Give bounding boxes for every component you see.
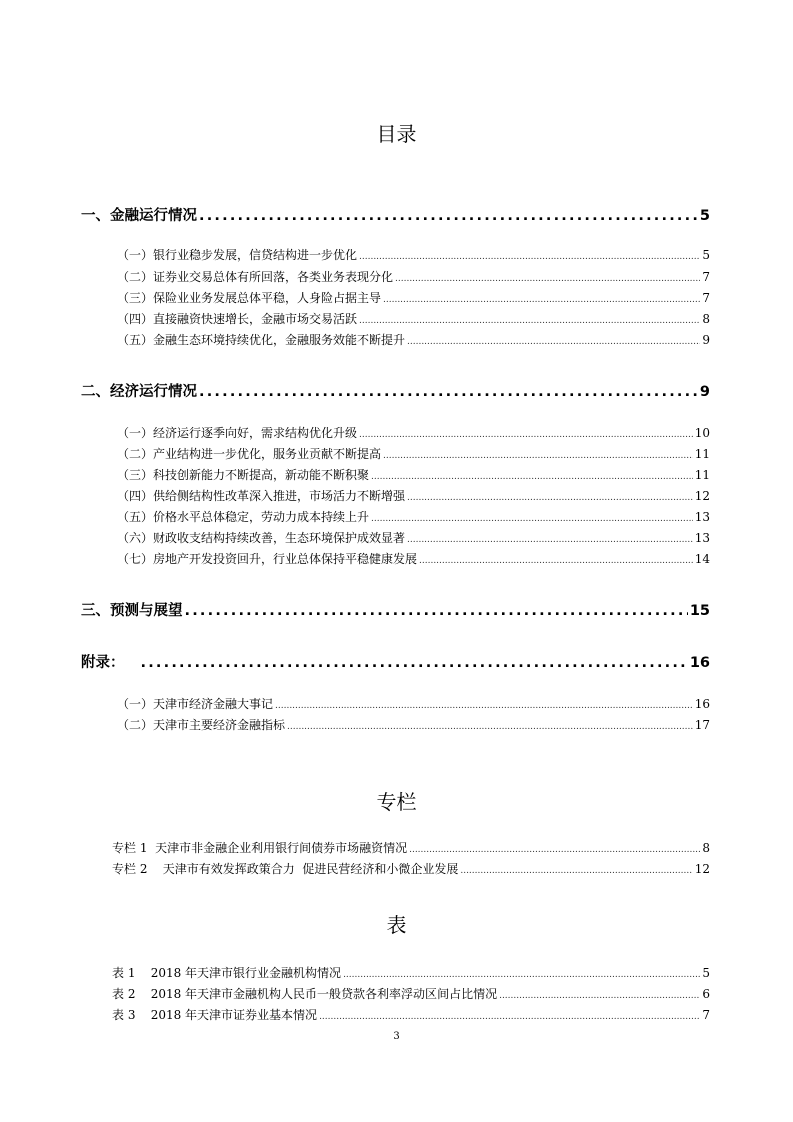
toc-item[interactable]: [117, 445, 710, 462]
column-entry[interactable]: [112, 839, 710, 856]
toc-item-page: 10: [694, 426, 710, 440]
dot-leader: [407, 337, 700, 347]
dot-leader: [359, 252, 700, 262]
toc-item[interactable]: [117, 246, 710, 263]
toc-item[interactable]: [117, 529, 710, 546]
page-number: 3: [393, 1031, 400, 1042]
toc-item-page: 7: [702, 291, 710, 305]
toc-item-page: 17: [694, 718, 710, 732]
toc-item-label: （一）银行业稳步发展，信贷结构进一步优化: [117, 248, 358, 262]
toc-item[interactable]: [117, 508, 710, 525]
toc-item-page: 13: [694, 531, 710, 545]
toc-section-label: 附录：: [81, 655, 125, 671]
toc-item-page: 14: [694, 552, 710, 566]
dot-leader: [460, 866, 692, 876]
toc-item[interactable]: [117, 716, 710, 733]
toc-section-label: 二、经济运行情况: [81, 384, 197, 400]
table-entry-page: 6: [702, 987, 710, 1001]
table-entry[interactable]: [112, 985, 710, 1002]
toc-item[interactable]: [117, 310, 710, 327]
table-entry-page: 5: [702, 966, 710, 980]
dot-leader: [409, 845, 700, 855]
toc-item-label: （五）价格水平总体稳定，劳动力成本持续上升: [117, 510, 370, 524]
tables-title: 表: [386, 913, 407, 937]
toc-item[interactable]: [117, 424, 710, 441]
dot-leader: [199, 208, 698, 224]
toc-item[interactable]: [117, 695, 710, 712]
toc-item-label: （二）产业结构进一步优化，服务业贡献不断提高: [117, 447, 382, 461]
dot-leader: [407, 493, 693, 503]
toc-item-label: （三）科技创新能力不断提高，新动能不断积聚: [117, 468, 370, 482]
columns-title: 专栏: [376, 790, 417, 814]
dot-leader: [359, 316, 700, 326]
toc-item-label: （七）房地产开发投资回升，行业总体保持平稳健康发展: [117, 552, 418, 566]
toc-section-label: 一、金融运行情况: [81, 208, 197, 224]
toc-item[interactable]: [117, 550, 710, 567]
toc-item-page: 7: [702, 270, 710, 284]
toc-item-label: （三）保险业业务发展总体平稳，人身险占据主导: [117, 291, 382, 305]
toc-section-label: 三、预测与展望: [81, 603, 183, 619]
toc-section[interactable]: [81, 651, 710, 671]
toc-item-page: 9: [702, 333, 710, 347]
toc-section-page: 9: [699, 384, 710, 400]
toc-section-page: 15: [689, 603, 710, 619]
table-entry-label: 表 2 2018 年天津市金融机构人民币一般贷款各利率浮动区间占比情况: [112, 987, 498, 1001]
dot-leader: [371, 514, 693, 524]
toc-item[interactable]: [117, 487, 710, 504]
dot-leader: [199, 384, 698, 400]
toc-item-label: （四）直接融资快速增长，金融市场交易活跃: [117, 312, 358, 326]
table-entry-label: 表 1 2018 年天津市银行业金融机构情况: [112, 966, 342, 980]
toc-item-page: 12: [694, 489, 710, 503]
toc-item-page: 8: [702, 312, 710, 326]
toc-item-page: 11: [694, 447, 710, 461]
column-entry[interactable]: [112, 860, 710, 877]
column-entry-page: 8: [702, 841, 710, 855]
toc-item-page: 11: [694, 468, 710, 482]
column-entry-label: 专栏 1 天津市非金融企业利用银行间债券市场融资情况: [112, 841, 408, 855]
table-entry-label: 表 3 2018 年天津市证券业基本情况: [112, 1008, 318, 1022]
column-entry-page: 12: [694, 862, 710, 876]
dot-leader: [499, 991, 700, 1001]
dot-leader: [395, 274, 700, 284]
column-entry-label: 专栏 2 天津市有效发挥政策合力 促进民营经济和小微企业发展: [112, 862, 459, 876]
toc-item-label: （二）天津市主要经济金融指标: [117, 718, 286, 732]
toc-item[interactable]: [117, 466, 710, 483]
toc-item[interactable]: [117, 289, 710, 306]
dot-leader: [287, 722, 693, 732]
dot-leader: [419, 556, 693, 566]
toc-section-page: 16: [689, 655, 710, 671]
dot-leader: [383, 295, 700, 305]
dot-leader: [359, 430, 693, 440]
toc-section[interactable]: [81, 204, 710, 224]
toc-item-label: （一）经济运行逐季向好，需求结构优化升级: [117, 426, 358, 440]
table-entry[interactable]: [112, 1006, 710, 1023]
dot-leader: [383, 451, 693, 461]
table-entry[interactable]: [112, 964, 710, 981]
toc-item[interactable]: [117, 331, 710, 348]
dot-leader: [141, 655, 688, 671]
table-entry-page: 7: [702, 1008, 710, 1022]
toc-item-label: （六）财政收支结构持续改善，生态环境保护成效显著: [117, 531, 406, 545]
toc-section[interactable]: [81, 380, 710, 400]
toc-section[interactable]: [81, 599, 710, 619]
toc-item-label: （一）天津市经济金融大事记: [117, 697, 274, 711]
dot-leader: [185, 603, 688, 619]
dot-leader: [371, 472, 693, 482]
dot-leader: [319, 1012, 700, 1022]
dot-leader: [407, 535, 693, 545]
toc-item[interactable]: [117, 268, 710, 285]
toc-item-label: （五）金融生态环境持续优化，金融服务效能不断提升: [117, 333, 406, 347]
toc-item-page: 16: [694, 697, 710, 711]
toc-item-page: 13: [694, 510, 710, 524]
dot-leader: [275, 701, 693, 711]
toc-item-page: 5: [702, 248, 710, 262]
toc-item-label: （二）证券业交易总体有所回落，各类业务表现分化: [117, 270, 394, 284]
toc-title: 目录: [376, 122, 417, 146]
toc-item-label: （四）供给侧结构性改革深入推进，市场活力不断增强: [117, 489, 406, 503]
dot-leader: [343, 970, 700, 980]
toc-section-page: 5: [699, 208, 710, 224]
